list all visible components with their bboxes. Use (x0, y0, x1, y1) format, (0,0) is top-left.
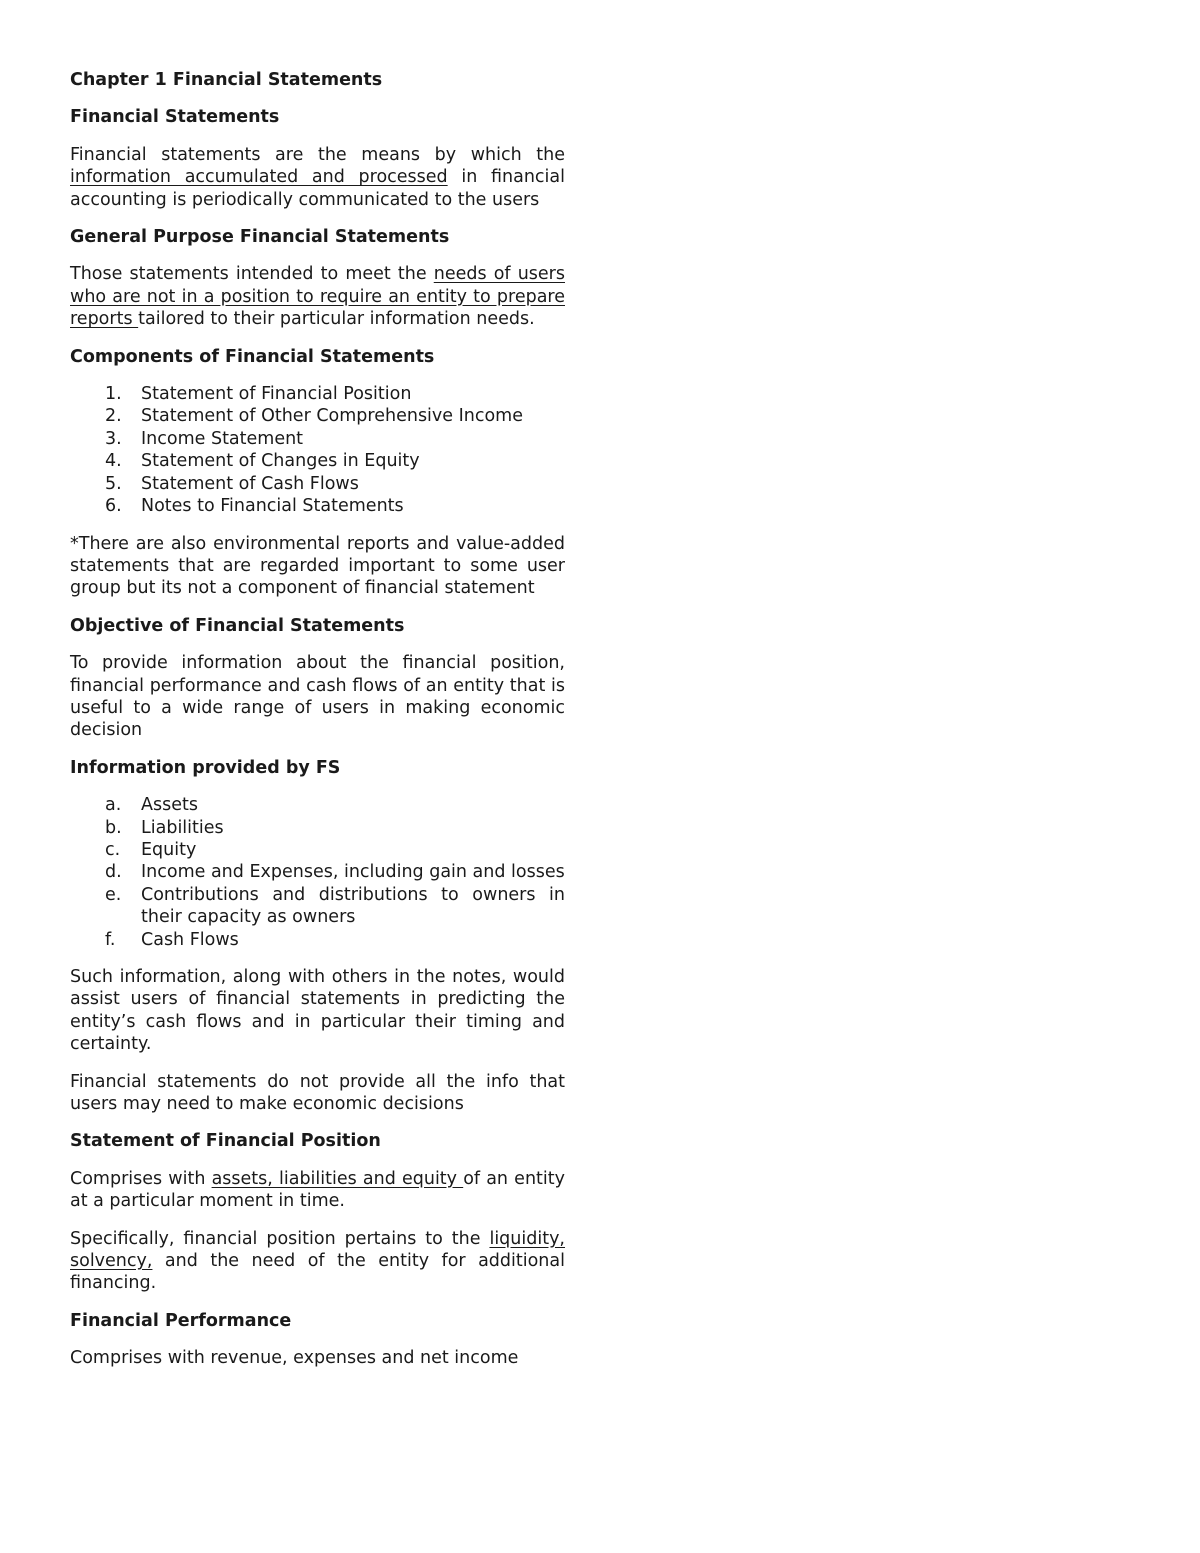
list-text: Statement of Changes in Equity (141, 451, 420, 472)
list-marker: 4. (105, 451, 122, 472)
heading-information-provided: Information provided by FS (70, 757, 341, 778)
heading-financial-statements: Financial Statements (70, 107, 280, 128)
paragraph-info-assist: Such information, along with others in the notes, would assist users of financial statements in predicting the entity’s cash flows and in particular their timing and certainty. (70, 967, 565, 1055)
heading-components: Components of Financial Statements (70, 346, 435, 367)
components-list (70, 383, 565, 517)
list-item (70, 473, 565, 495)
text: Specifically, financial position pertains to the (70, 1228, 490, 1249)
heading-general-purpose: General Purpose Financial Statements (70, 227, 450, 248)
underlined-text: assets, liabilities and equity (211, 1168, 464, 1189)
list-marker: 2. (105, 406, 122, 427)
list-marker: a. (105, 795, 122, 816)
list-marker: 5. (105, 473, 122, 494)
list-item (70, 450, 565, 472)
heading-financial-performance: Financial Performance (70, 1310, 292, 1331)
paragraph-info-limit: Financial statements do not provide all the info that users may need to make economic decisions (70, 1071, 565, 1115)
list-item (70, 794, 565, 816)
paragraph-general-purpose (70, 263, 565, 330)
list-text: Equity (141, 839, 197, 860)
content-column (70, 69, 565, 1385)
paragraph-financial-position-1 (70, 1168, 565, 1213)
list-item (70, 839, 565, 861)
list-text: Statement of Cash Flows (141, 473, 359, 494)
underlined-text: information accumulated and processed (70, 167, 448, 188)
text: Those statements intended to meet the (70, 264, 434, 285)
list-item (70, 817, 565, 839)
list-marker: c. (105, 839, 121, 860)
list-marker: b. (105, 817, 122, 838)
list-marker: d. (105, 862, 122, 883)
list-text: Income and Expenses, including gain and losses (141, 862, 565, 883)
list-item (70, 428, 565, 450)
heading-objective: Objective of Financial Statements (70, 615, 405, 636)
list-text: Cash Flows (141, 929, 239, 950)
paragraph-financial-performance: Comprises with revenue, expenses and net income (70, 1348, 519, 1369)
text: of an entity at a particular moment in time. (70, 1168, 565, 1212)
list-marker: 3. (105, 428, 122, 449)
paragraph-financial-statements (70, 144, 565, 211)
list-text: Statement of Other Comprehensive Income (141, 406, 524, 427)
list-text: Contributions and distributions to owners in their capacity as owners (141, 884, 565, 928)
list-marker: f. (105, 929, 116, 950)
list-item (70, 495, 565, 517)
text: Financial statements are the means by which the (70, 144, 565, 165)
list-text: Assets (141, 795, 198, 816)
list-marker: 1. (105, 384, 122, 405)
list-item (70, 884, 565, 929)
paragraph-objective: To provide information about the financial position, financial performance and cash flows of an entity that is useful to a wide range of users in making economic decision (70, 653, 565, 741)
chapter-title: Chapter 1 Financial Statements (70, 70, 383, 90)
list-item (70, 861, 565, 883)
list-marker: e. (105, 884, 122, 905)
list-marker: 6. (105, 496, 122, 517)
underlined-text: needs of users who are not in a position to require an entity to prepare reports (70, 264, 565, 330)
text: Comprises with (70, 1168, 212, 1189)
list-text: Statement of Financial Position (141, 384, 412, 405)
underlined-text: liquidity, solvency, (70, 1228, 565, 1272)
list-text: Notes to Financial Statements (141, 496, 404, 517)
paragraph-financial-position-2 (70, 1228, 565, 1295)
information-list (70, 794, 565, 951)
text: tailored to their particular information needs. (138, 309, 535, 330)
list-item (70, 383, 565, 405)
list-text: Income Statement (141, 428, 304, 449)
text: in financial accounting is periodically communicated to the users (70, 167, 565, 210)
text: and the need of the entity for additional financing. (70, 1251, 565, 1294)
list-item (70, 929, 565, 951)
list-text: Liabilities (141, 817, 224, 838)
heading-financial-position: Statement of Financial Position (70, 1131, 381, 1152)
components-note: *There are also environmental reports and value-added statements that are regarded important to some user group but its not a component of financial statement (70, 533, 565, 599)
list-item (70, 405, 565, 427)
